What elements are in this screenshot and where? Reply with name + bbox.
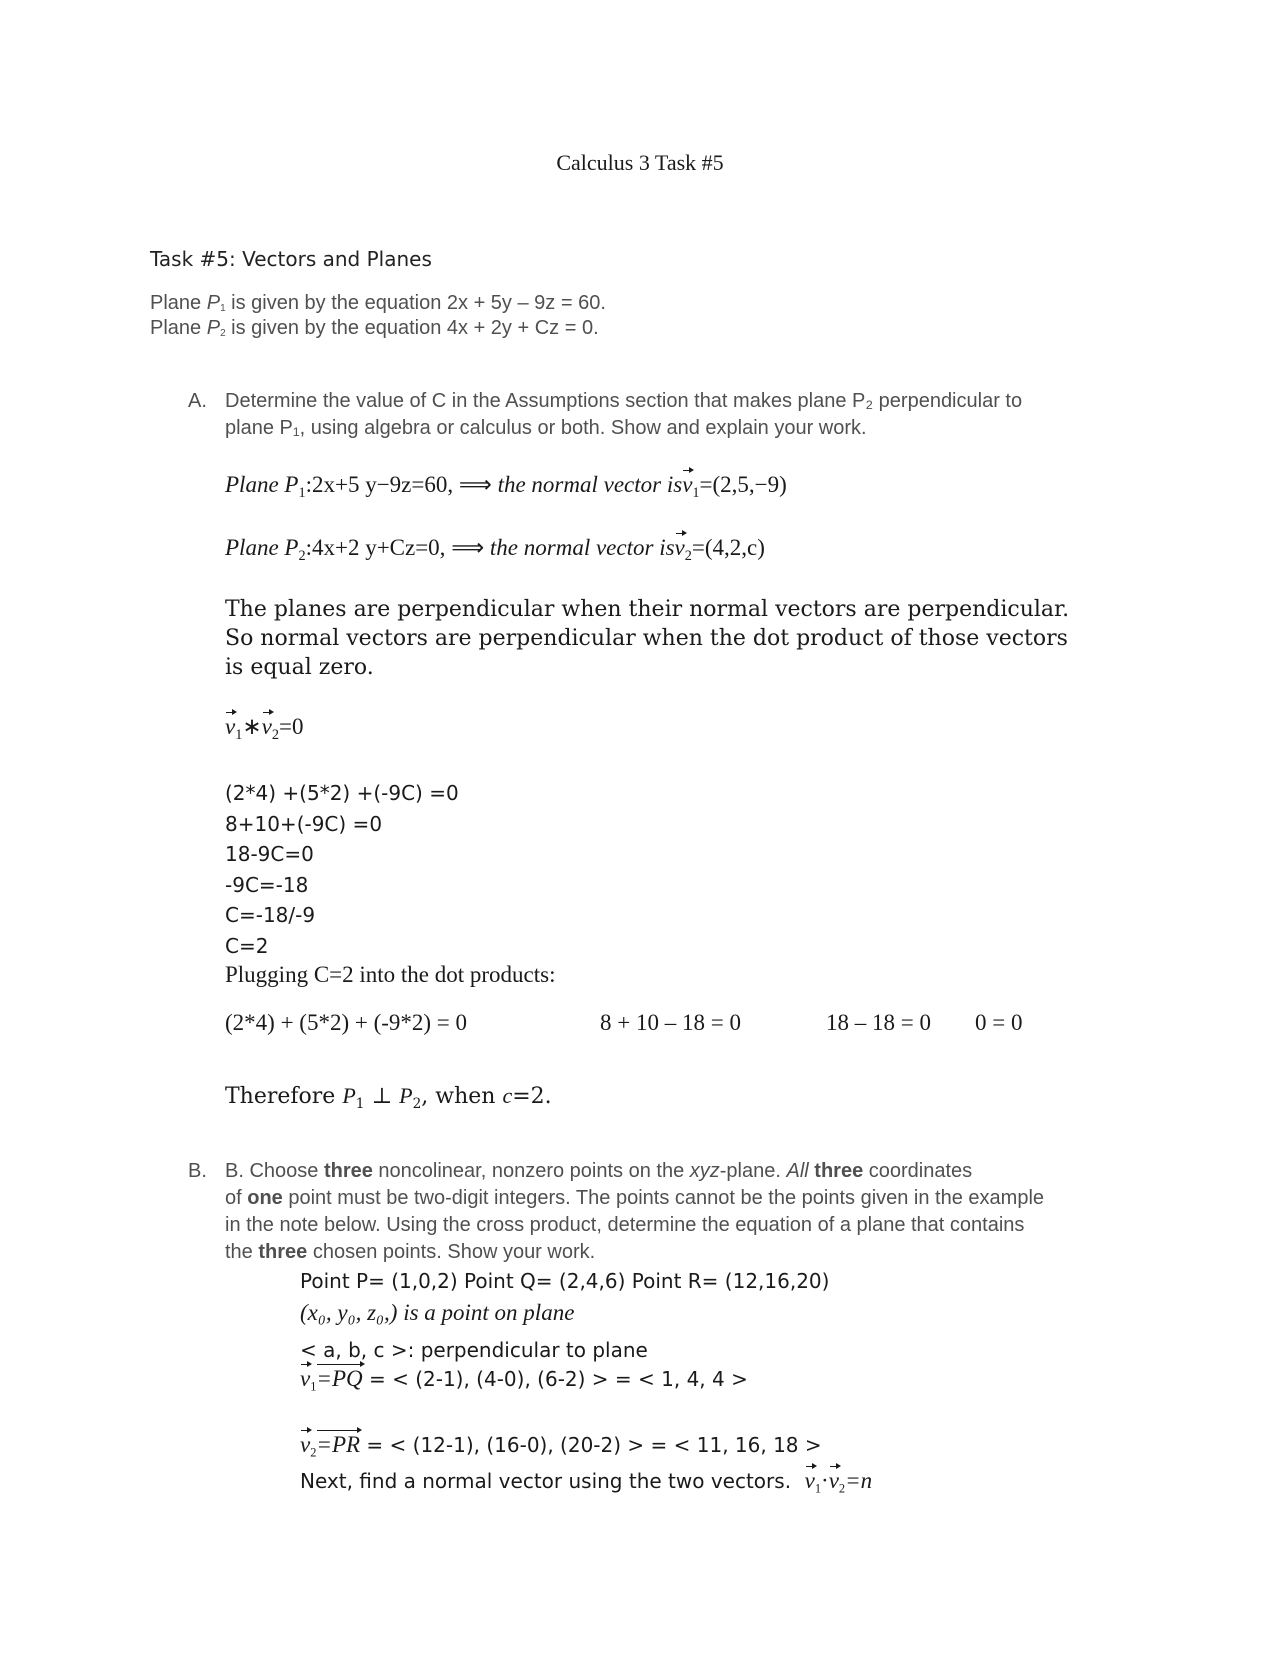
part-a-marker: A. (188, 390, 207, 412)
therefore-s1: 1 (355, 1095, 365, 1112)
therefore-post: , when (421, 1084, 503, 1109)
therefore-val: =2. (512, 1084, 552, 1109)
dot-op: ∗ (242, 714, 262, 739)
v2-sub: 2 (310, 1445, 317, 1460)
v1-rest: = < (2-1), (4-0), (6-2) > = < 1, 4, 4 > (362, 1367, 748, 1391)
explanation-line-3: is equal zero. (225, 655, 374, 680)
plugging-statement: Plugging C=2 into the dot products: (225, 962, 556, 987)
eq2-mid: :4x+2 y+Cz=0, (305, 535, 446, 560)
eq2-vsub: 2 (684, 547, 692, 564)
chosen-points: Point P= (1,0,2) Point Q= (2,4,6) Point R= (12,16,20) (300, 1269, 830, 1293)
eq1-mid: :2x+5 y−9z=60, (305, 472, 454, 497)
vector-v1-line (300, 1366, 748, 1394)
explanation-line-2: So normal vectors are perpendicular when the dot product of those vectors (225, 626, 1068, 651)
p2-sub: 2 (220, 328, 226, 339)
b-l4-b: three (258, 1241, 308, 1263)
part-a-prompt-line-2: plane P₁, using algebra or calculus or both. Show and explain your work. (225, 417, 867, 439)
part-b-prompt-line-2 (225, 1187, 1044, 1210)
eq2-val: =(4,2,c) (691, 535, 765, 560)
part-b-prompt-line-3: in the note below. Using the cross product, determine the equation of a plane that contains (225, 1214, 1025, 1236)
check-step-3: 18 – 18 = 0 (826, 1010, 931, 1035)
plane-p1-statement (150, 292, 606, 315)
n-v1: v (804, 1468, 815, 1493)
p1-text: is given by the equation 2 (225, 292, 459, 314)
plane-p1-normal-equation (225, 472, 787, 502)
eq1-text: the normal vector is (497, 472, 683, 497)
eq2-arrow: ⟹ (451, 535, 485, 560)
work-step: (2*4) +(5*2) +(-9C) =0 (225, 781, 459, 805)
b-l2-c: point must be two-digit integers. The points cannot be the points given in the example (282, 1187, 1045, 1209)
b-l2-b: one (247, 1187, 283, 1209)
p1-pre: Plane (150, 292, 207, 314)
b-l1-c: noncolinear, nonzero points on the (372, 1160, 690, 1182)
n-s2: 2 (838, 1481, 846, 1496)
task-heading: Task #5: Vectors and Planes (150, 247, 432, 271)
part-a-prompt-line-1: Determine the value of C in the Assumptions section that makes plane P₂ perpendicular to (225, 390, 1023, 412)
dot-eq: =0 (278, 714, 304, 739)
next-text: Next, find a normal vector using the two vectors. (300, 1469, 792, 1493)
perpendicular-symbol: ⊥ (371, 1084, 393, 1109)
dot-v1: v (225, 714, 236, 739)
therefore-p1: P (342, 1083, 356, 1108)
p2-var: P (206, 317, 221, 339)
normal-vector-line (300, 1468, 872, 1496)
eq2-left: Plane P (225, 535, 299, 560)
eq1-left: Plane P (225, 472, 299, 497)
p2-eq: x + 2y + Cz = 0. (458, 317, 599, 339)
dot-v2: v (261, 714, 272, 739)
work-step: 18-9C=0 (225, 842, 314, 866)
b-l1-i: coordinates (863, 1160, 973, 1182)
eq2-text: the normal vector is (489, 535, 675, 560)
eq1-val: =(2,5,−9) (699, 472, 787, 497)
b-l1-a: B. Choose (225, 1160, 324, 1182)
therefore-pre: Therefore (225, 1084, 343, 1109)
p2-pre: Plane (150, 317, 207, 339)
b-l1-f: All (786, 1160, 809, 1182)
eq1-vsub: 1 (692, 484, 700, 501)
v1-sub: 1 (310, 1379, 317, 1394)
p1-eq: x + 5y – 9z = 60. (458, 292, 606, 314)
therefore-s2: 2 (412, 1095, 422, 1112)
point-tuple: (x₀, y₀, z₀,) (300, 1300, 398, 1325)
dot-product-expression (225, 714, 303, 744)
v1-lhs: v (300, 1366, 311, 1391)
page-title: Calculus 3 Task #5 (556, 150, 724, 175)
perpendicular-vector-note: < a, b, c >: perpendicular to plane (300, 1338, 648, 1362)
part-b-prompt-line-1 (225, 1160, 972, 1183)
plane-p2-normal-equation (225, 535, 765, 565)
work-step: C=2 (225, 933, 269, 958)
v2-pr: =PR (316, 1432, 361, 1457)
eq2-vector-v: v (674, 535, 685, 560)
work-step: 8+10+(-9C) =0 (225, 811, 383, 836)
therefore-c: c (502, 1083, 513, 1108)
vector-v2-line (300, 1432, 822, 1460)
b-l4-c: chosen points. Show your work. (307, 1241, 596, 1263)
part-b-marker: B. (188, 1160, 207, 1182)
n-v2: v (828, 1468, 839, 1493)
therefore-p2: P (399, 1083, 413, 1108)
dot-s2: 2 (271, 726, 279, 743)
explanation-line-1: The planes are perpendicular when their normal vectors are perpendicular. (225, 597, 1070, 622)
eq1-vector-v: v (682, 472, 693, 497)
eq1-arrow: ⟹ (458, 472, 492, 497)
p1-var: P (206, 292, 221, 314)
n-dot: · (821, 1468, 829, 1493)
check-step-1: (2*4) + (5*2) + (-9*2) = 0 (225, 1010, 468, 1035)
v1-pq: =PQ (316, 1366, 363, 1391)
dot-s1: 1 (235, 726, 243, 743)
point-text: is a point on plane (403, 1300, 575, 1325)
conclusion (225, 1083, 552, 1112)
n-eq: =n (845, 1468, 873, 1493)
p2-text: is given by the equation 4 (225, 317, 459, 339)
work-steps (225, 778, 459, 961)
b-l1-e: -plane. (719, 1160, 787, 1182)
b-l1-b: three (323, 1160, 373, 1182)
b-l1-h: three (814, 1160, 864, 1182)
point-on-plane (300, 1300, 574, 1326)
v2-rest: = < (12-1), (16-0), (20-2) > = < 11, 16, 18 > (360, 1433, 822, 1457)
check-step-4: 0 = 0 (975, 1010, 1023, 1035)
p1-sub: 1 (220, 303, 226, 314)
eq1-sub: 1 (298, 484, 306, 501)
b-l2-a: of (225, 1187, 248, 1209)
n-s1: 1 (814, 1481, 822, 1496)
b-l4-a: the (225, 1241, 259, 1263)
eq2-sub: 2 (298, 547, 306, 564)
v2-lhs: v (300, 1432, 311, 1457)
check-step-2: 8 + 10 – 18 = 0 (600, 1010, 741, 1035)
plane-p2-statement (150, 317, 599, 340)
b-l1-d: xyz (689, 1160, 720, 1182)
part-b-prompt-line-4 (225, 1241, 595, 1264)
work-step: C=-18/-9 (225, 903, 316, 927)
work-step: -9C=-18 (225, 872, 309, 897)
